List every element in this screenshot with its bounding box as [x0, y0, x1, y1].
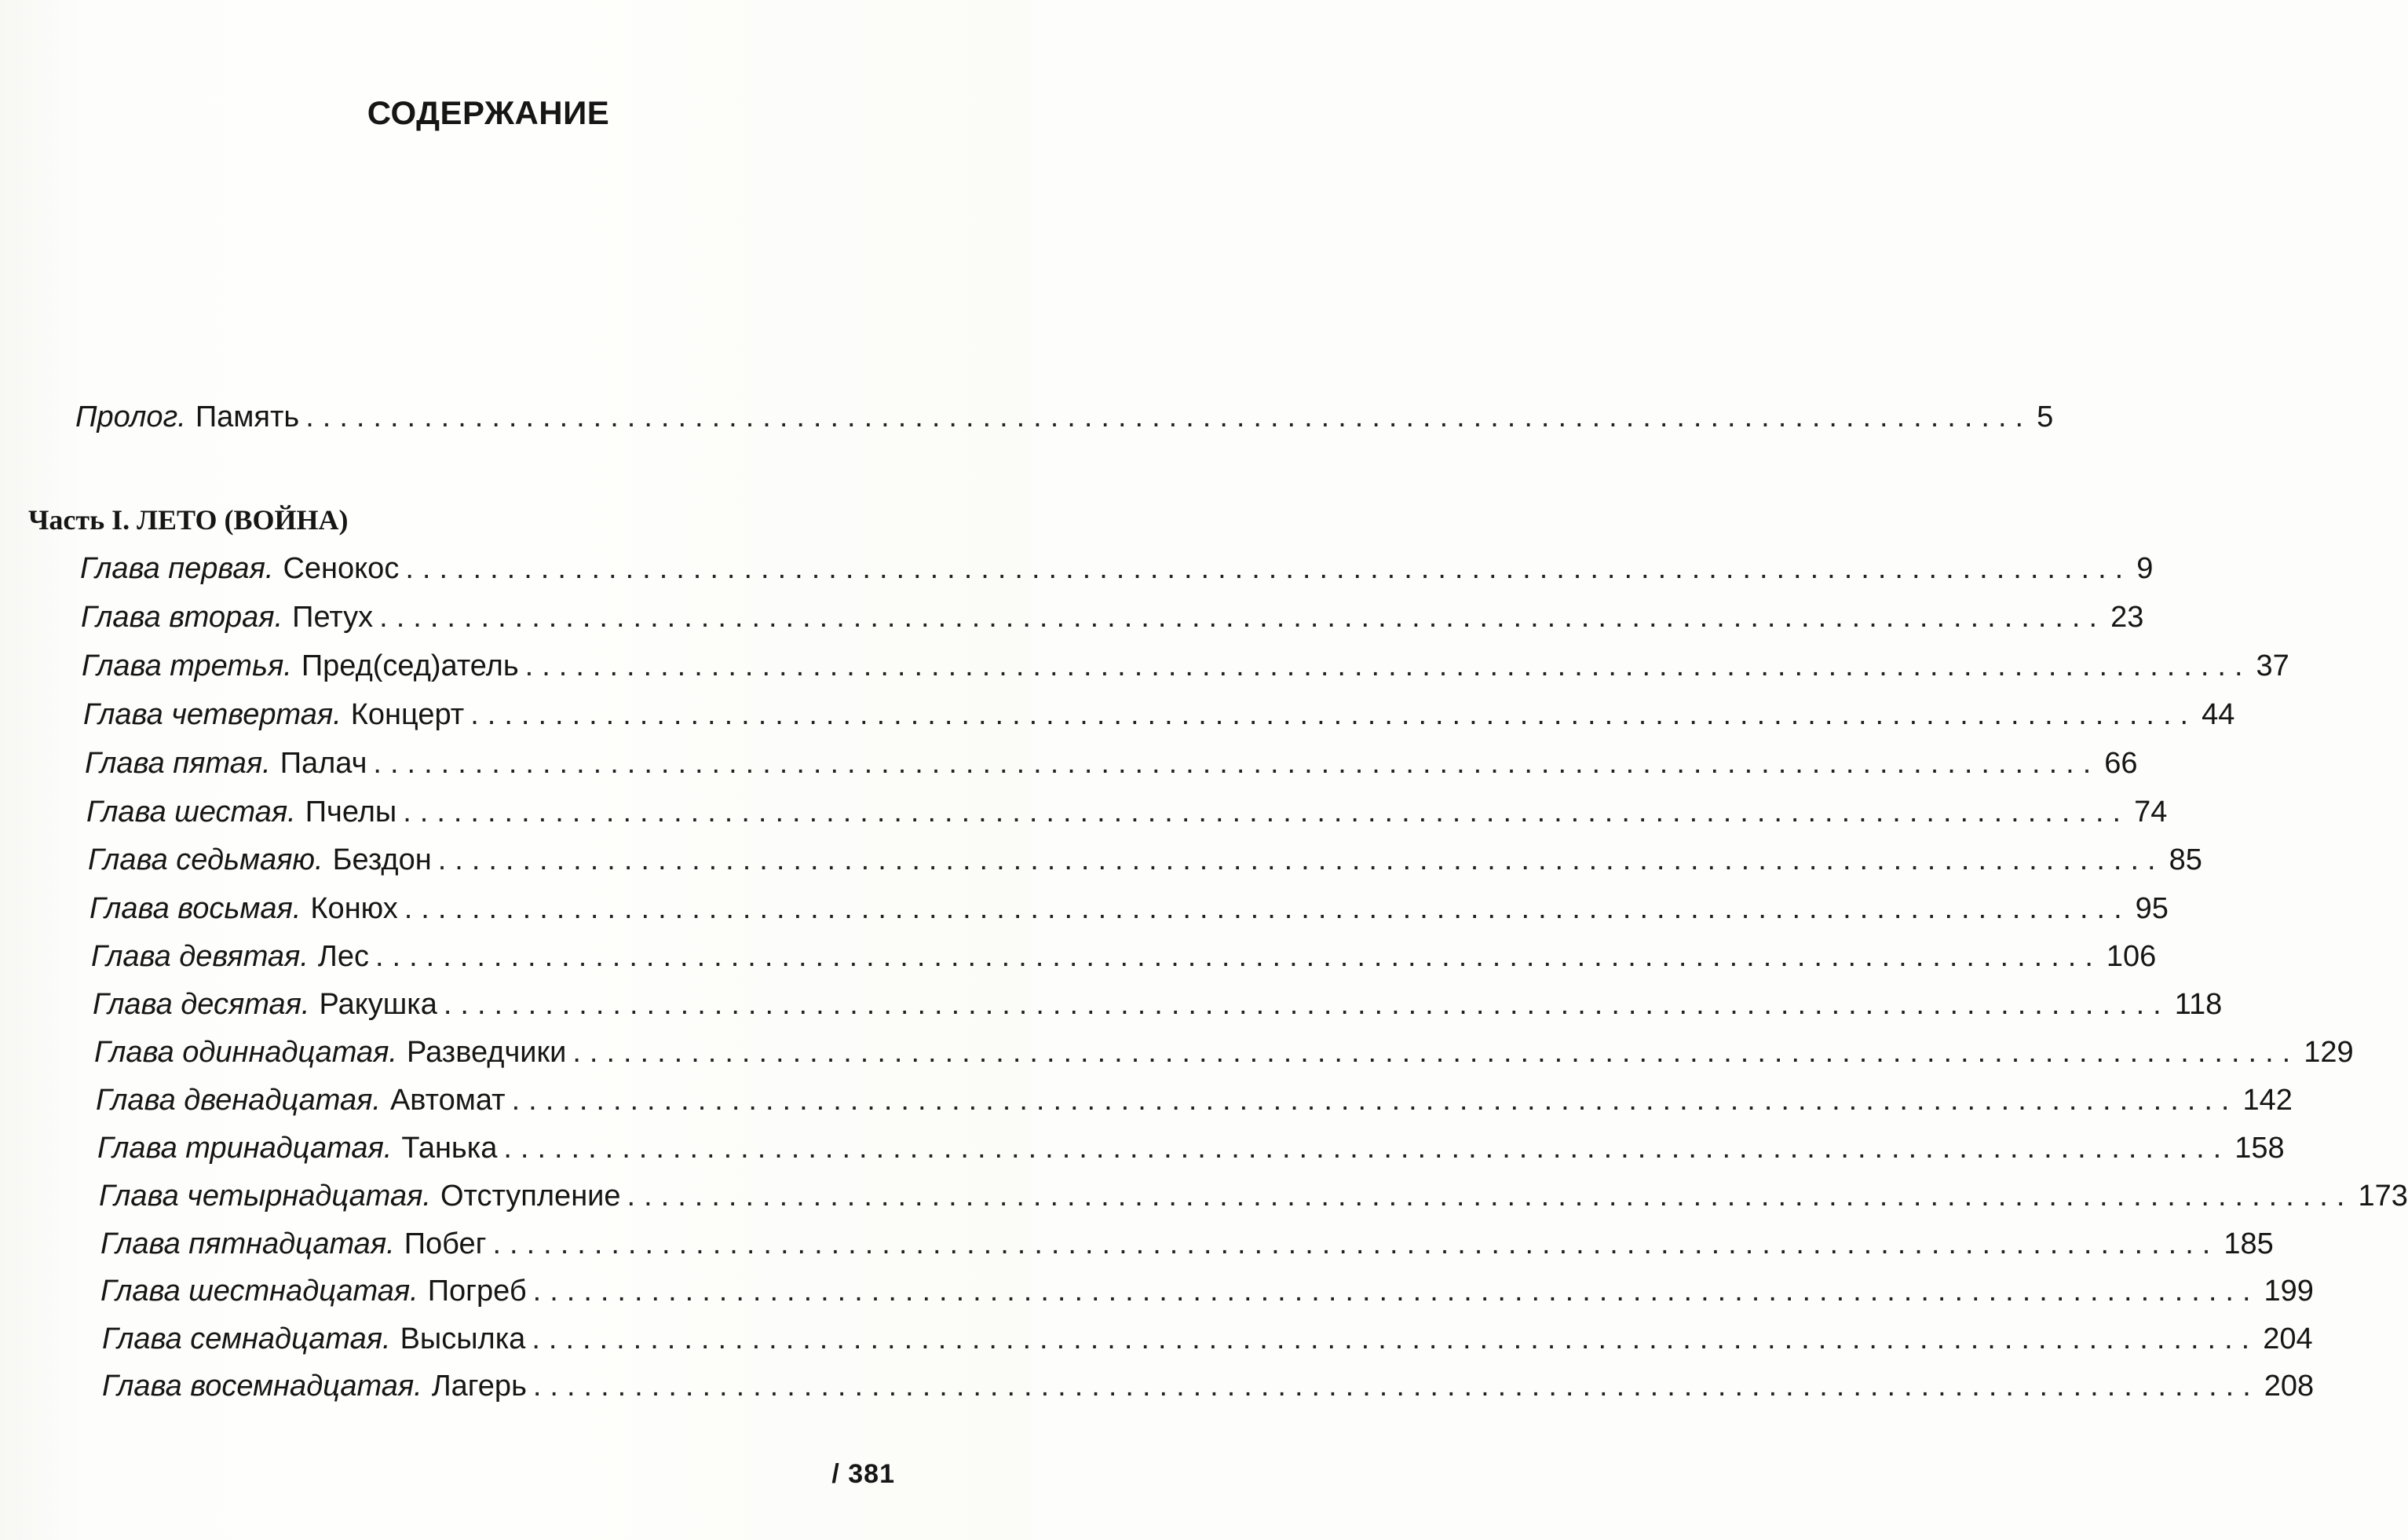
toc-entry-chapter-6[interactable]	[86, 796, 2168, 829]
toc-entry-page: 208	[2264, 1370, 2315, 1403]
dot-leader: ......................................................................................................	[375, 940, 2102, 973]
dot-leader: ......................................................................................................	[437, 843, 2165, 876]
toc-entry-label: Ракушка	[319, 988, 437, 1021]
dot-leader: ......................................................................................................	[470, 698, 2198, 731]
toc-entry-label: Побег	[404, 1227, 487, 1260]
dot-leader: ......................................................................................................	[305, 401, 2033, 433]
toc-entry-chapter-5[interactable]	[85, 747, 2138, 781]
toc-entry-chapter-16[interactable]	[100, 1275, 2314, 1308]
toc-entry-italic: Глава пятая.	[85, 747, 271, 780]
dot-leader: ......................................................................................................	[492, 1227, 2220, 1260]
toc-entry-page: 23	[2110, 601, 2144, 634]
toc-entry-label: Пчелы	[305, 796, 397, 829]
dot-leader: ......................................................................................................	[403, 796, 2130, 829]
toc-entry-page: 129	[2304, 1036, 2354, 1069]
dot-leader: ......................................................................................................	[503, 1132, 2231, 1165]
toc-entry-italic: Глава четвертая.	[83, 698, 342, 731]
toc-entry-page: 118	[2174, 988, 2223, 1021]
toc-entry-italic: Глава шестая.	[86, 796, 296, 829]
toc-entry-page: 95	[2135, 892, 2169, 925]
toc-entry-italic: Пролог.	[75, 401, 186, 433]
toc-entry-label: Высылка	[400, 1322, 526, 1355]
toc-entry-chapter-7[interactable]	[88, 843, 2202, 877]
toc-entry-italic: Глава восьмая.	[90, 892, 301, 925]
toc-entry-label: Танька	[401, 1132, 498, 1165]
toc-entry-label: Палач	[280, 747, 367, 780]
dot-leader: ......................................................................................................	[405, 552, 2132, 585]
toc-entry-chapter-12[interactable]	[96, 1084, 2293, 1118]
toc-entry-page: 185	[2223, 1227, 2274, 1260]
toc-entry-chapter-10[interactable]	[93, 988, 2223, 1022]
toc-entry-chapter-3[interactable]	[82, 649, 2289, 683]
toc-entry-label: Лес	[317, 940, 369, 973]
toc-entry-label: Пред(сед)атель	[301, 649, 519, 682]
toc-entry-chapter-15[interactable]	[100, 1227, 2274, 1261]
toc-entry-chapter-1[interactable]	[80, 552, 2154, 586]
page-title: СОДЕРЖАНИЕ	[367, 94, 610, 131]
toc-entry-label: Погреб	[427, 1275, 527, 1308]
toc-entry-chapter-8[interactable]	[90, 892, 2169, 926]
toc-entry-label: Память	[195, 401, 300, 433]
toc-entry-italic: Глава девятая.	[91, 940, 309, 973]
toc-entry-page: 158	[2234, 1132, 2285, 1165]
toc-entry-chapter-14[interactable]	[99, 1180, 2408, 1213]
toc-entry-italic: Глава одиннадцатая.	[94, 1036, 397, 1069]
dot-leader: ......................................................................................................	[572, 1036, 2300, 1069]
dot-leader: ......................................................................................................	[532, 1322, 2259, 1355]
toc-entry-chapter-11[interactable]	[94, 1036, 2354, 1070]
toc-entry-italic: Глава тринадцатая.	[97, 1132, 393, 1165]
toc-entry-italic: Глава третья.	[82, 649, 292, 682]
toc-entry-page: 85	[2169, 843, 2202, 876]
toc-entry-italic: Глава восемнадцатая.	[102, 1370, 422, 1403]
toc-entry-chapter-13[interactable]	[97, 1132, 2285, 1165]
toc-entry-label: Концерт	[350, 698, 465, 731]
toc-entry-page: 37	[2256, 649, 2289, 682]
dot-leader: ......................................................................................................	[532, 1370, 2260, 1403]
toc-entry-label: Отступление	[440, 1180, 621, 1213]
dot-leader: ......................................................................................................	[404, 892, 2131, 925]
page-number: / 381	[831, 1459, 895, 1489]
toc-entry-prologue[interactable]	[75, 401, 2054, 434]
toc-entry-label: Сенокос	[283, 552, 400, 585]
toc-entry-page: 106	[2106, 940, 2157, 973]
toc-entry-chapter-17[interactable]	[102, 1322, 2313, 1356]
dot-leader: ......................................................................................................	[379, 601, 2107, 634]
toc-entry-italic: Глава седьмаяю.	[88, 843, 323, 876]
toc-entry-page: 173	[2358, 1180, 2408, 1213]
dot-leader: ......................................................................................................	[627, 1180, 2354, 1213]
toc-entry-label: Бездон	[332, 843, 432, 876]
dot-leader: ......................................................................................................	[443, 988, 2170, 1021]
toc-entry-chapter-9[interactable]	[91, 940, 2157, 974]
toc-entry-page: 199	[2264, 1275, 2314, 1308]
dot-leader: ......................................................................................................	[511, 1084, 2238, 1117]
dot-leader: ......................................................................................................	[524, 649, 2252, 682]
toc-entry-label: Конюх	[310, 892, 398, 925]
toc-entry-italic: Глава вторая.	[81, 601, 283, 634]
toc-entry-italic: Глава пятнадцатая.	[100, 1227, 395, 1260]
toc-entry-page: 44	[2202, 698, 2235, 731]
toc-entry-chapter-4[interactable]	[83, 698, 2235, 732]
toc-entry-label: Лагерь	[431, 1370, 527, 1403]
toc-entry-chapter-2[interactable]	[81, 601, 2144, 635]
dot-leader: ......................................................................................................	[532, 1275, 2260, 1308]
toc-entry-italic: Глава первая.	[80, 552, 274, 585]
toc-entry-italic: Глава четырнадцатая.	[99, 1180, 431, 1213]
toc-entry-label: Разведчики	[407, 1036, 567, 1069]
toc-entry-italic: Глава двенадцатая.	[96, 1084, 381, 1117]
toc-entry-page: 74	[2134, 796, 2168, 829]
toc-entry-italic: Глава шестнадцатая.	[100, 1275, 418, 1308]
toc-entry-italic: Глава семнадцатая.	[102, 1322, 391, 1355]
toc-entry-page: 204	[2263, 1322, 2313, 1355]
toc-entry-page: 142	[2242, 1084, 2293, 1117]
toc-entry-italic: Глава десятая.	[93, 988, 310, 1021]
toc-entry-page: 66	[2104, 747, 2138, 780]
dot-leader: ......................................................................................................	[373, 747, 2100, 780]
toc-entry-chapter-18[interactable]	[102, 1370, 2315, 1403]
toc-entry-page: 9	[2136, 552, 2154, 585]
toc-entry-label: Автомат	[389, 1084, 506, 1117]
toc-entry-label: Петух	[292, 601, 374, 634]
part-heading: Часть I. ЛЕТО (ВОЙНА)	[28, 504, 349, 536]
toc-entry-page: 5	[2037, 401, 2054, 433]
